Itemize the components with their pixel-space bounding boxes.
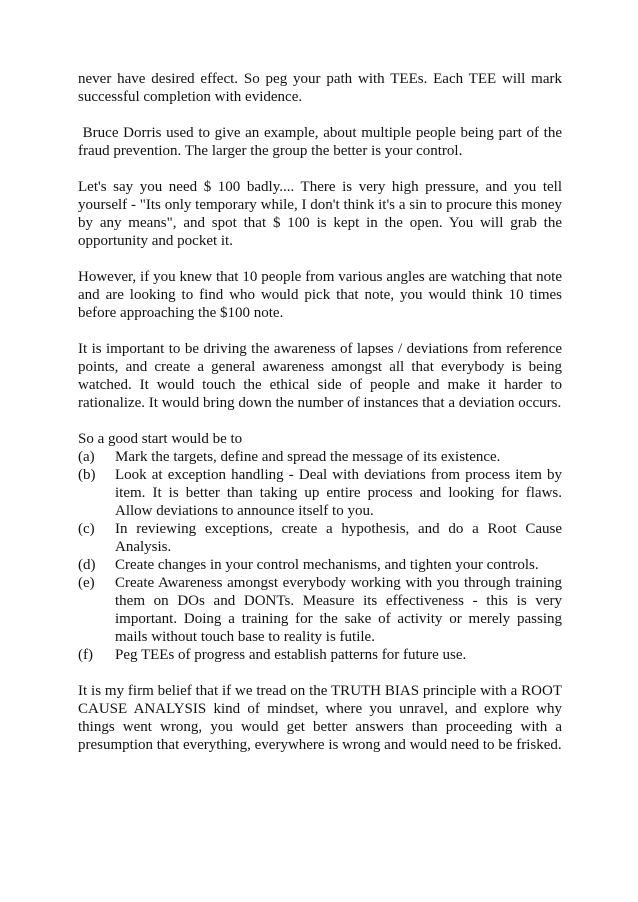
list-item-f	[78, 646, 562, 664]
paragraph-tees: never have desired effect. So peg your path with TEEs. Each TEE will mark successful completion with evidence.	[78, 71, 562, 105]
list-marker: (c)	[78, 521, 95, 537]
list-item-text: Peg TEEs of progress and establish patterns for future use.	[115, 647, 467, 663]
list-intro: So a good start would be to	[78, 431, 243, 447]
list-item-text: Create changes in your control mechanisms, and tighten your controls.	[115, 557, 539, 573]
paragraph-ten-people: However, if you knew that 10 people from various angles are watching that note and are looking to find who would pick that note, you would think 10 times before approaching the $100 note.	[78, 269, 562, 321]
list-item-c	[78, 520, 562, 556]
list-item-text: Create Awareness amongst everybody working with you through training them on DOs and DONTs. Measure its effectiveness - this is very important. Doing a training for the sake of activity or merely passing mails without touch base to reality is futile.	[115, 575, 562, 645]
list-marker: (d)	[78, 557, 96, 573]
list-item-text: Mark the targets, define and spread the message of its existence.	[115, 449, 501, 465]
paragraph-awareness: It is important to be driving the awareness of lapses / deviations from reference points, and create a general awareness amongst all that everybody is being watched. It would touch the ethical side of people and make it harder to rationalize. It would bring down the number of instances that a deviation occurs.	[78, 341, 562, 411]
list-item-text: Look at exception handling - Deal with deviations from process item by item. It is better than taking up entire process and looking for flaws. Allow deviations to announce itself to you.	[115, 467, 562, 519]
list-item-e	[78, 574, 562, 646]
list-item-text: In reviewing exceptions, create a hypothesis, and do a Root Cause Analysis.	[115, 521, 562, 555]
document-page	[78, 70, 562, 772]
action-list	[78, 448, 562, 664]
paragraph-bruce-dorris: Bruce Dorris used to give an example, about multiple people being part of the fraud prevention. The larger the group the better is your control.	[78, 125, 562, 159]
list-marker: (b)	[78, 467, 96, 483]
list-marker: (e)	[78, 575, 95, 591]
list-item-d	[78, 556, 562, 574]
paragraph-closing: It is my firm belief that if we tread on the TRUTH BIAS principle with a ROOT CAUSE ANALYSIS kind of mindset, where you unravel, and explore why things went wrong, you would get better answers than proceeding with a presumption that everything, everywhere is wrong and would need to be frisked.	[78, 683, 562, 753]
list-marker: (f)	[78, 647, 93, 663]
paragraph-hundred-dollars: Let's say you need $ 100 badly.... There is very high pressure, and you tell yourself - "Its only temporary while, I don't think it's a sin to procure this money by any means", and spot that $ 100 is kept in the open. You will grab the opportunity and pocket it.	[78, 179, 562, 249]
list-item-a	[78, 448, 562, 466]
list-marker: (a)	[78, 449, 95, 465]
list-item-b	[78, 466, 562, 520]
